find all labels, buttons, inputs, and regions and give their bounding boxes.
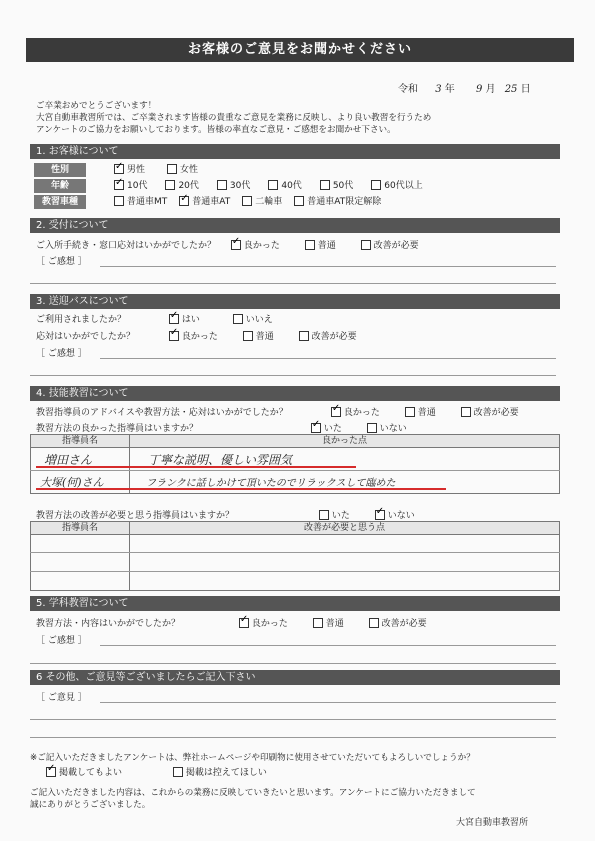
checkbox-icon[interactable] bbox=[167, 164, 177, 174]
checkbox-icon[interactable] bbox=[367, 423, 377, 433]
option-label: 良かった bbox=[251, 619, 288, 629]
option-label: 良かった bbox=[181, 332, 218, 342]
date-month[interactable]: 9 bbox=[475, 84, 483, 95]
improve-table-head-name: 指導員名 bbox=[30, 521, 130, 535]
section-2-question-row bbox=[36, 238, 556, 251]
checkbox-icon[interactable] bbox=[294, 196, 304, 206]
table-row-line bbox=[30, 470, 560, 471]
section-3-header: 3. 送迎バスについて bbox=[30, 294, 560, 309]
age-option: 40代 bbox=[281, 181, 302, 191]
checkbox-icon[interactable] bbox=[169, 331, 179, 341]
intro-text bbox=[36, 100, 431, 136]
option-label: いない bbox=[387, 511, 415, 521]
section-3-q1: ご利用されましたか？ bbox=[36, 315, 127, 325]
footer-school-name: 大宮自動車教習所 bbox=[456, 818, 529, 828]
comment-line[interactable] bbox=[30, 375, 556, 376]
good-table-head-name: 指導員名 bbox=[30, 434, 130, 448]
comment-line[interactable] bbox=[100, 645, 556, 646]
option-label: 普通 bbox=[255, 332, 274, 342]
checkbox-icon[interactable] bbox=[217, 180, 227, 190]
date-month-unit: 月 bbox=[485, 84, 496, 95]
section-4-q3-row bbox=[36, 508, 556, 521]
checkbox-icon[interactable] bbox=[114, 164, 124, 174]
intro-line: 大宮自動車教習所では、ご卒業されます皆様の貴重なご意見を業務に反映し、より良い教習を行うため bbox=[36, 113, 432, 123]
form-title: お客様のご意見をお聞かせください bbox=[26, 38, 574, 62]
option-label: 改善が必要 bbox=[381, 619, 427, 629]
section-3-q1-row bbox=[36, 312, 556, 325]
section-5-header: 5. 学科教習について bbox=[30, 596, 560, 611]
checkbox-icon[interactable] bbox=[242, 196, 252, 206]
option-label: 掲載は控えてほしい bbox=[185, 768, 267, 778]
option-label: いない bbox=[379, 424, 407, 434]
section-1-body bbox=[34, 162, 544, 210]
section-2-question: ご入所手続き・窓口応対はいかがでしたか？ bbox=[36, 241, 217, 251]
closing-line: 誠にありがとうございました。 bbox=[30, 800, 151, 810]
age-option: 30代 bbox=[229, 181, 251, 191]
checkbox-icon[interactable] bbox=[319, 510, 329, 520]
comment-line[interactable] bbox=[100, 358, 556, 359]
table-divider bbox=[129, 534, 130, 591]
section-3-q2-row bbox=[36, 329, 556, 342]
comment-line[interactable] bbox=[100, 266, 556, 267]
age-option: 60代以上 bbox=[384, 181, 423, 191]
intro-line: アンケートのご協力をお願いしております。皆様の率直なご意見・ご感想をお聞かせ下さい。 bbox=[36, 125, 396, 135]
section-5-comment-label: ［ ご感想 ］ bbox=[36, 636, 87, 646]
option-label: 改善が必要 bbox=[311, 332, 357, 342]
comment-line[interactable] bbox=[30, 663, 556, 664]
option-label: はい bbox=[181, 315, 200, 325]
course-option: 普通車MT bbox=[127, 197, 168, 207]
comment-line[interactable] bbox=[30, 283, 556, 284]
checkbox-icon[interactable] bbox=[369, 618, 379, 628]
section-4-q1: 教習指導員のアドバイスや教習方法・応対はいかがでしたか？ bbox=[36, 408, 288, 418]
checkbox-icon[interactable] bbox=[114, 196, 124, 206]
comment-line[interactable] bbox=[30, 737, 556, 738]
section-5-question: 教習方法・内容はいかがでしたか？ bbox=[36, 619, 181, 629]
option-label: 良かった bbox=[343, 408, 380, 418]
section-4-q3: 教習方法の改善が必要と思う指導員はいますか？ bbox=[36, 511, 235, 521]
checkbox-icon[interactable] bbox=[173, 767, 183, 777]
section-2-comment-label: ［ ご感想 ］ bbox=[36, 257, 87, 267]
table-row-line[interactable] bbox=[30, 571, 560, 572]
section-1-header: 1. お客様について bbox=[30, 144, 560, 159]
section-3-q2: 応対はいかがでしたか？ bbox=[36, 332, 136, 342]
age-option: 10代 bbox=[127, 181, 148, 191]
checkbox-icon[interactable] bbox=[233, 314, 243, 324]
improve-table-head-point: 改善が必要と思う点 bbox=[129, 521, 560, 535]
section-2-header: 2. 受付について bbox=[30, 218, 560, 233]
section-5-question-row bbox=[36, 616, 556, 629]
section-4-q2-row bbox=[36, 421, 556, 434]
checkbox-icon[interactable] bbox=[268, 180, 278, 190]
red-underline bbox=[36, 488, 446, 490]
option-label: 普通 bbox=[325, 619, 344, 629]
checkbox-icon[interactable] bbox=[179, 196, 189, 206]
date-day[interactable]: 25 bbox=[504, 84, 518, 95]
checkbox-icon[interactable] bbox=[311, 423, 321, 433]
checkbox-icon[interactable] bbox=[405, 407, 415, 417]
checkbox-icon[interactable] bbox=[231, 240, 241, 250]
consent-question: ※ご記入いただきましたアンケートは、弊社ホームページや印刷物に使用させていただいてもよろしいでしょうか？ bbox=[30, 753, 475, 763]
age-option: 50代 bbox=[332, 181, 354, 191]
date-day-unit: 日 bbox=[520, 84, 531, 95]
checkbox-icon[interactable] bbox=[371, 180, 381, 190]
red-underline bbox=[36, 466, 356, 468]
checkbox-icon[interactable] bbox=[331, 407, 341, 417]
good-row-point[interactable]: 丁寧な説明、優しい雰囲気 bbox=[148, 453, 293, 467]
good-row-name[interactable]: 増田さん bbox=[44, 453, 93, 467]
section-4-header: 4. 技能教習について bbox=[30, 386, 560, 401]
age-label: 年齢 bbox=[34, 179, 86, 193]
gender-label: 性別 bbox=[34, 163, 86, 177]
comment-line[interactable] bbox=[30, 719, 556, 720]
checkbox-icon[interactable] bbox=[169, 314, 179, 324]
option-label: いた bbox=[331, 511, 350, 521]
option-label: 改善が必要 bbox=[373, 241, 419, 251]
section-4-q1-row bbox=[36, 405, 566, 418]
checkbox-icon[interactable] bbox=[299, 331, 309, 341]
good-row-point[interactable]: フランクに話しかけて頂いたのでリラックスして臨めた bbox=[146, 478, 396, 489]
checkbox-icon[interactable] bbox=[114, 180, 124, 190]
table-row-line[interactable] bbox=[30, 552, 560, 553]
date-line bbox=[398, 80, 558, 95]
checkbox-icon[interactable] bbox=[239, 618, 249, 628]
checkbox-icon[interactable] bbox=[165, 180, 175, 190]
option-label: 普通 bbox=[417, 408, 436, 418]
option-label: 掲載してもよい bbox=[59, 768, 123, 778]
course-option: 普通車AT限定解除 bbox=[307, 197, 382, 207]
option-label: 良かった bbox=[243, 241, 280, 251]
date-era: 令和 bbox=[398, 84, 418, 95]
date-year-unit: 年 bbox=[444, 84, 455, 95]
section-6-comment-label: ［ ご意見 ］ bbox=[36, 693, 87, 703]
course-label: 教習車種 bbox=[34, 195, 86, 209]
age-option: 20代 bbox=[178, 181, 199, 191]
checkbox-icon[interactable] bbox=[305, 240, 315, 250]
closing-text bbox=[30, 787, 570, 811]
checkbox-icon[interactable] bbox=[375, 510, 385, 520]
closing-line: ご記入いただきました内容は、これからの業務に反映していきたいと思います。アンケートにご協力いただきまして bbox=[30, 788, 476, 798]
gender-female: 女性 bbox=[180, 165, 199, 175]
option-label: いた bbox=[323, 424, 342, 434]
checkbox-icon[interactable] bbox=[243, 331, 253, 341]
checkbox-icon[interactable] bbox=[361, 240, 371, 250]
comment-line[interactable] bbox=[100, 702, 556, 703]
section-3-comment-label: ［ ご感想 ］ bbox=[36, 349, 87, 359]
checkbox-icon[interactable] bbox=[46, 767, 56, 777]
intro-line: ご卒業おめでとうございます！ bbox=[36, 101, 157, 111]
course-option: 二輪車 bbox=[255, 197, 283, 207]
good-row-name[interactable]: 大塚(何)さん bbox=[40, 476, 104, 489]
date-year[interactable]: 3 bbox=[435, 84, 442, 95]
checkbox-icon[interactable] bbox=[313, 618, 323, 628]
checkbox-icon[interactable] bbox=[320, 180, 330, 190]
section-6-header: 6 その他、ご意見等ございましたらご記入下さい bbox=[30, 670, 560, 685]
consent-options bbox=[46, 765, 267, 778]
option-label: 改善が必要 bbox=[473, 408, 519, 418]
option-label: いいえ bbox=[245, 315, 273, 325]
section-4-q2: 教習方法の良かった指導員はいますか？ bbox=[36, 424, 199, 434]
gender-male: 男性 bbox=[127, 165, 146, 175]
course-option: 普通車AT bbox=[192, 197, 231, 207]
option-label: 普通 bbox=[317, 241, 336, 251]
checkbox-icon[interactable] bbox=[461, 407, 471, 417]
good-table-head-point: 良かった点 bbox=[129, 434, 560, 448]
